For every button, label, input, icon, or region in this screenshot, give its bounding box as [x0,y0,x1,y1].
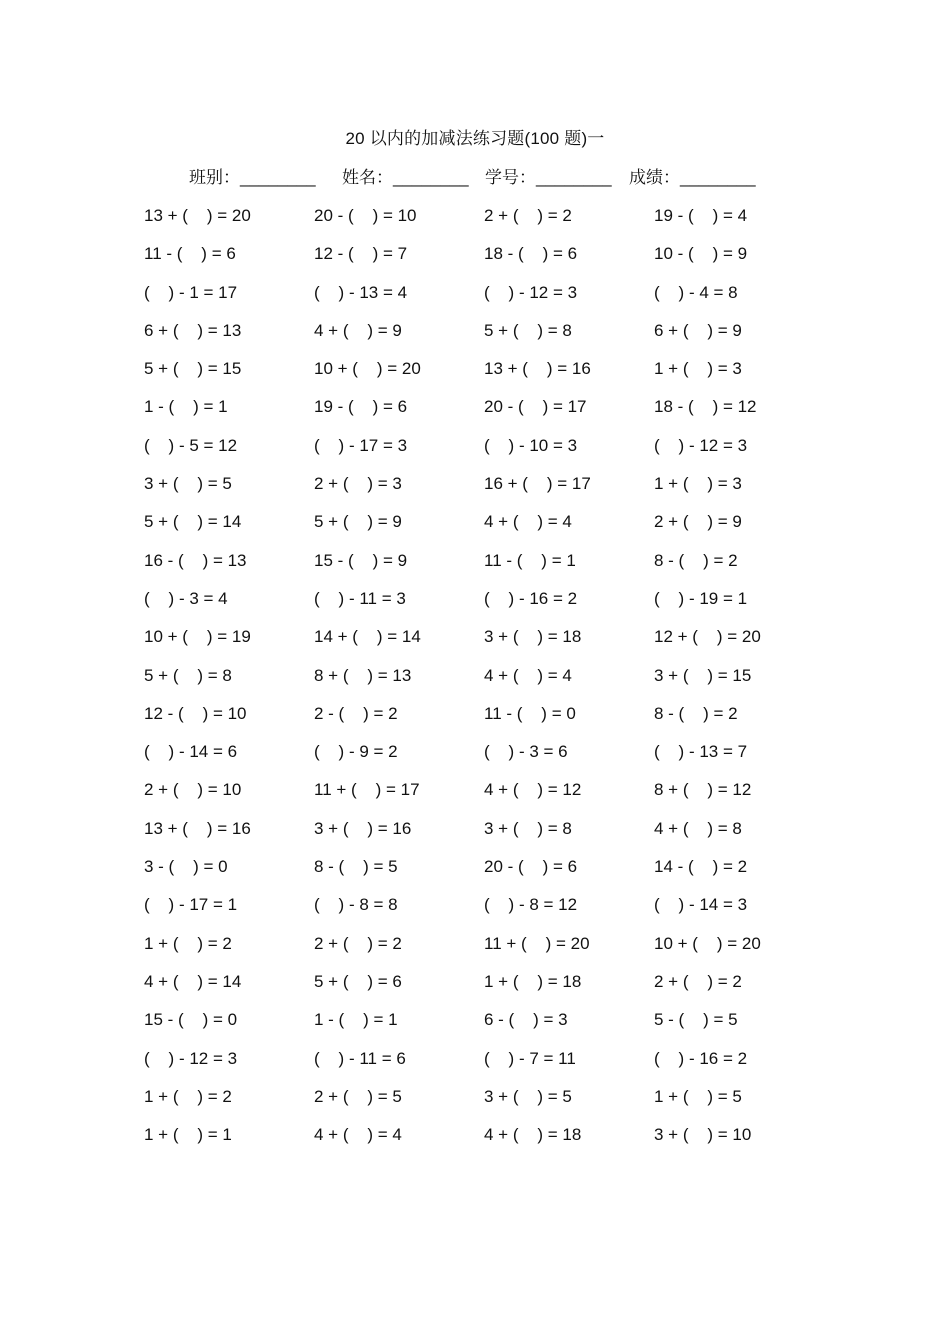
problem-item[interactable]: ( ) - 16 = 2 [654,1048,748,1068]
problem-row [144,586,824,624]
problem-item[interactable]: ( ) - 17 = 1 [144,895,238,915]
problem-item[interactable]: ( ) - 5 = 12 [144,435,238,455]
problem-item[interactable]: 15 - ( ) = 9 [314,550,408,570]
problem-item[interactable]: 14 + ( ) = 14 [314,627,421,647]
problem-item[interactable]: 3 + ( ) = 5 [144,474,232,494]
problem-row [144,663,824,701]
problem-item[interactable]: 2 + ( ) = 5 [314,1086,402,1106]
problem-item[interactable]: ( ) - 17 = 3 [314,435,408,455]
problem-item[interactable]: 4 + ( ) = 12 [484,780,582,800]
problem-item[interactable]: 2 + ( ) = 10 [144,780,242,800]
problem-item[interactable]: ( ) - 4 = 8 [654,282,738,302]
problem-item[interactable]: 1 + ( ) = 2 [144,1086,232,1106]
problem-row [144,892,824,930]
problem-row [144,280,824,318]
problem-row [144,854,824,892]
problem-item[interactable]: 5 + ( ) = 6 [314,971,402,991]
problem-item[interactable]: ( ) - 12 = 3 [144,1048,238,1068]
problem-item[interactable]: 3 + ( ) = 8 [484,818,572,838]
problem-item[interactable]: 11 - ( ) = 1 [484,550,576,570]
problem-row [144,433,824,471]
problem-row [144,1122,824,1160]
problem-row [144,1007,824,1045]
problem-row [144,548,824,586]
problem-item[interactable]: 13 + ( ) = 16 [484,359,591,379]
problem-item[interactable]: 19 - ( ) = 6 [314,397,408,417]
problem-item[interactable]: 14 - ( ) = 2 [654,857,748,877]
problem-item[interactable]: 6 + ( ) = 9 [654,320,742,340]
problem-item[interactable]: 13 + ( ) = 16 [144,818,251,838]
problem-item[interactable]: 2 + ( ) = 2 [314,933,402,953]
problem-item[interactable]: 3 + ( ) = 16 [314,818,412,838]
problem-item[interactable]: 10 + ( ) = 20 [314,359,421,379]
problem-item[interactable]: 2 + ( ) = 2 [484,206,572,225]
worksheet-title: 20 以内的加减法练习题(100 题)一 [345,129,605,148]
problem-item[interactable]: ( ) - 3 = 6 [484,742,568,762]
problem-item[interactable]: 16 - ( ) = 13 [144,550,247,570]
problem-item[interactable]: 8 + ( ) = 13 [314,665,412,685]
problem-item[interactable]: 16 + ( ) = 17 [484,474,591,494]
problem-item[interactable]: ( ) - 13 = 4 [314,282,408,302]
problem-item[interactable]: 1 - ( ) = 1 [144,397,228,417]
problem-item[interactable]: 13 + ( ) = 20 [144,206,251,225]
problem-item[interactable]: 1 + ( ) = 2 [144,933,232,953]
problem-item[interactable]: 20 - ( ) = 17 [484,397,587,417]
problem-item[interactable]: 2 - ( ) = 2 [314,703,398,723]
problem-item[interactable]: 1 - ( ) = 1 [314,1010,398,1030]
problem-row [144,739,824,777]
problem-item[interactable]: ( ) - 10 = 3 [484,435,578,455]
name-field[interactable]: 姓名：________ [342,168,469,187]
problem-item[interactable]: 3 + ( ) = 5 [484,1086,572,1106]
problem-item[interactable]: ( ) - 14 = 3 [654,895,748,915]
problem-item[interactable]: 20 - ( ) = 6 [484,857,578,877]
problem-item[interactable]: ( ) - 19 = 1 [654,588,748,608]
problem-item[interactable]: 4 + ( ) = 18 [484,1125,582,1145]
problem-grid [144,203,824,1160]
problem-item[interactable]: 5 + ( ) = 9 [314,512,402,532]
problem-item[interactable]: 12 - ( ) = 10 [144,703,247,723]
problem-item[interactable]: 11 + ( ) = 17 [314,780,420,800]
student-number-field[interactable]: 学号：________ [485,168,612,187]
problem-item[interactable]: 1 + ( ) = 18 [484,971,582,991]
problem-item[interactable]: 12 + ( ) = 20 [654,627,761,647]
problem-item[interactable]: 4 + ( ) = 8 [654,818,742,838]
problem-item[interactable]: 15 - ( ) = 0 [144,1010,238,1030]
problem-item[interactable]: 11 - ( ) = 0 [484,703,576,723]
problem-item[interactable]: 1 + ( ) = 3 [654,474,742,494]
problem-item[interactable]: 6 - ( ) = 3 [484,1010,568,1030]
problem-row [144,1084,824,1122]
problem-item[interactable]: ( ) - 9 = 2 [314,742,398,762]
problem-item[interactable]: ( ) - 11 = 6 [314,1048,406,1068]
problem-item[interactable]: 8 - ( ) = 2 [654,550,738,570]
problem-item[interactable]: 5 + ( ) = 15 [144,359,242,379]
problem-row [144,509,824,547]
problem-item[interactable]: 5 + ( ) = 8 [484,320,572,340]
problem-row [144,701,824,739]
problem-item[interactable]: 2 + ( ) = 2 [654,971,742,991]
problem-item[interactable]: 4 + ( ) = 4 [484,665,572,685]
problem-item[interactable]: 3 + ( ) = 10 [654,1125,752,1145]
problem-item[interactable]: 4 + ( ) = 14 [144,971,242,991]
problem-item[interactable]: 4 + ( ) = 9 [314,320,402,340]
problem-item[interactable]: ( ) - 3 = 4 [144,588,228,608]
problem-item[interactable]: 18 - ( ) = 12 [654,397,757,417]
problem-item[interactable]: ( ) - 14 = 6 [144,742,238,762]
class-field[interactable]: 班别：________ [189,168,316,187]
problem-row [144,241,824,279]
problem-item[interactable]: 1 + ( ) = 1 [144,1125,232,1145]
problem-item[interactable]: 18 - ( ) = 6 [484,244,578,264]
problem-item[interactable]: 1 + ( ) = 3 [654,359,742,379]
problem-item[interactable]: 3 - ( ) = 0 [144,857,228,877]
problem-item[interactable]: 10 + ( ) = 19 [144,627,251,647]
problem-item[interactable]: 8 - ( ) = 5 [314,857,398,877]
score-field[interactable]: 成绩：________ [629,168,756,187]
problem-item[interactable]: 5 - ( ) = 5 [654,1010,738,1030]
problem-item[interactable]: ( ) - 8 = 12 [484,895,578,915]
problem-row [144,1046,824,1084]
problem-row [144,969,824,1007]
problem-item[interactable]: 8 - ( ) = 2 [654,703,738,723]
problem-row [144,816,824,854]
problem-item[interactable]: 2 + ( ) = 3 [314,474,402,494]
problem-item[interactable]: 4 + ( ) = 4 [484,512,572,532]
problem-item[interactable]: 1 + ( ) = 5 [654,1086,742,1106]
problem-row [144,394,824,432]
problem-row [144,318,824,356]
problem-item[interactable]: 3 + ( ) = 18 [484,627,582,647]
problem-item[interactable]: ( ) - 16 = 2 [484,588,578,608]
problem-item[interactable]: 19 - ( ) = 4 [654,206,748,225]
problem-row [144,356,824,394]
problem-item[interactable]: ( ) - 13 = 7 [654,742,748,762]
problem-row [144,777,824,815]
problem-item[interactable]: 5 + ( ) = 8 [144,665,232,685]
problem-item[interactable]: ( ) - 12 = 3 [484,282,578,302]
problem-item[interactable]: 8 + ( ) = 12 [654,780,752,800]
problem-item[interactable]: 20 - ( ) = 10 [314,206,417,225]
problem-item[interactable]: 11 - ( ) = 6 [144,244,236,264]
problem-item[interactable]: 4 + ( ) = 4 [314,1125,402,1145]
problem-item[interactable]: 10 + ( ) = 20 [654,933,761,953]
problem-item[interactable]: ( ) - 1 = 17 [144,282,238,302]
problem-item[interactable]: 2 + ( ) = 9 [654,512,742,532]
problem-item[interactable]: 12 - ( ) = 7 [314,244,408,264]
problem-row [144,931,824,969]
problem-item[interactable]: 5 + ( ) = 14 [144,512,242,532]
problem-item[interactable]: 10 - ( ) = 9 [654,244,748,264]
problem-item[interactable]: ( ) - 12 = 3 [654,435,748,455]
problem-item[interactable]: 11 + ( ) = 20 [484,933,590,953]
problem-row [144,624,824,662]
problem-item[interactable]: ( ) - 7 = 11 [484,1048,576,1068]
problem-item[interactable]: ( ) - 8 = 8 [314,895,398,915]
problem-item[interactable]: 3 + ( ) = 15 [654,665,752,685]
problem-item[interactable]: 6 + ( ) = 13 [144,320,242,340]
problem-row [144,203,824,241]
problem-row [144,471,824,509]
problem-item[interactable]: ( ) - 11 = 3 [314,588,406,608]
